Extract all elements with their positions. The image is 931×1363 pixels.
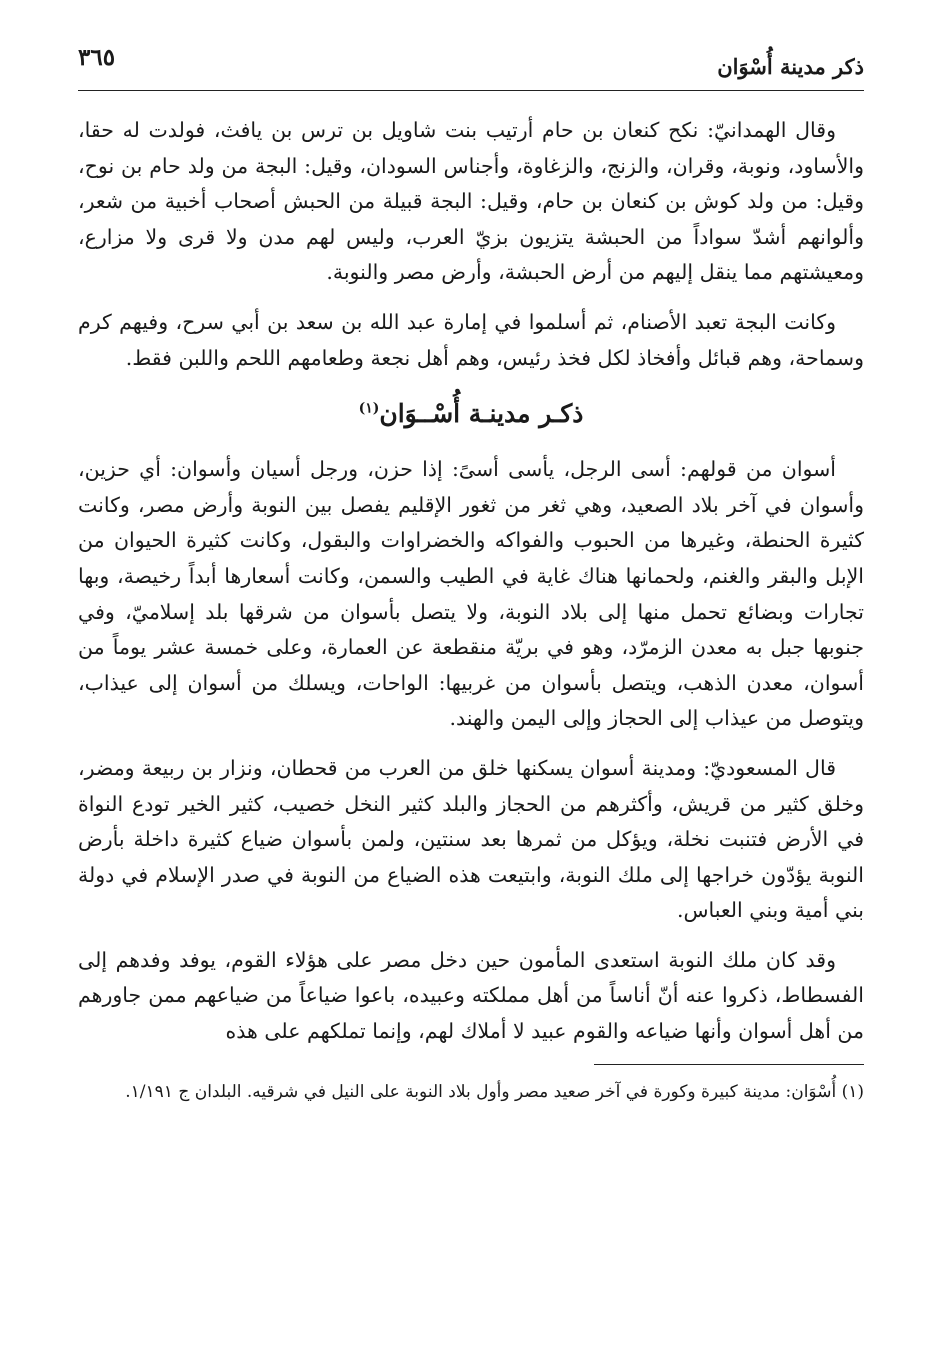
running-header [78,40,864,91]
paragraph-masudi: قال المسعوديّ: ومدينة أسوان يسكنها خلق من العرب من قحطان، ونزار بن ربيعة ومضر، وخلق كثير من قريش، وأكثرهم من الحجاز والبلد كثير النخل خصيب، كثير الخير تودع النواة في الأرض فتنبت نخلة، ويؤكل من ثمرها بعد سنتين، ولمن بأسوان ضياع كثيرة داخلة بأرض النوبة يؤدّون خراجها إلى ملك النوبة، وابتيعت هذه الضياع من النوبة في صدر الإسلام في دولة بني أمية وبني العباس. [78,755,864,923]
section-heading [78,390,864,438]
footnote: (١) أُسْوَان: مدينة كبيرة وكورة في آخر صعيد مصر وأول بلاد النوبة على النيل في شرقيه. البلدان ج ١/١٩١. [125,1081,864,1102]
footnote-reference[interactable]: (١) [358,400,380,417]
paragraph-aswan-description: أسوان من قولهم: أسى الرجل، يأسى أسىً: إذا حزن، ورجل أسيان وأسوان: أي حزين، وأسوان في آخر بلاد الصعيد، وهي ثغر من ثغور الإقليم يفصل بين النوبة وأرض مصر، وكانت كثيرة الحنطة، وغيرها من الحبوب والفواكه والخضراوات والبقول، وكانت كثيرة الحيوان من الإبل والبقر والغنم، ولحمانها هناك غاية في الطيب والسمن، وكانت أسعارها أبداً رخيصة، وبها تجارات وبضائع تحمل منها إلى بلاد النوبة، ولا يتصل بأسوان من شرقها بلد إسلاميّ، وفي جنوبها جبل به معدن الزمرّد، وهو في بريّة منقطعة عن العمارة، وعلى خمسة عشر يوماً من أسوان، معدن الذهب، ويتصل بأسوان من غربيها: الواحات، ويسلك من أسوان إلى عيذاب، ويتوصل من عيذاب إلى الحجاز وإلى اليمن والهند. [78,457,864,731]
section-heading-text: ذكـر مدينـة أُسْــوَان [379,399,584,429]
body-text [78,113,864,1050]
paragraph-beja-religion: وكانت البجة تعبد الأصنام، ثم أسلموا في إمارة عبد الله بن سعد بن أبي سرح، وفيهم كرم وسماحة، وهم قبائل وأفخاذ لكل فخذ رئيس، وهم أهل نجعة وطعامهم اللحم واللبن فقط. [78,309,864,370]
book-page [78,40,864,1340]
paragraph-nubia-king: وقد كان ملك النوبة استعدى المأمون حين دخل مصر على هؤلاء القوم، يوفد وفدهم إلى الفسطاط، ذكروا عنه أنّ أناساً من أهل مملكته وعبيده، باعوا ضياعاً من ضياعهم ممن جاورهم من أهل أسوان وأنها ضياعه والقوم عبيد لا أملاك لهم، وإنما تملكهم على هذه [78,947,864,1044]
running-title: ذكر مدينة أُسْوَان [717,54,864,79]
page-number: ٣٦٥ [78,44,116,71]
footnote-divider [594,1064,864,1065]
paragraph-hamdani: وقال الهمدانيّ: نكح كنعان بن حام أرتيب بنت شاويل بن ترس بن يافث، فولدت له حقا، والأساود، ونوبة، وقران، والزنج، والزغاوة، وأجناس السودان، وقيل: البجة من ولد حام بن نوح، وقيل: من ولد كوش بن كنعان بن حام، وقيل: البجة قبيلة من الحبش أصحاب أخبية من شعر، وألوانهم أشدّ سواداً من الحبشة يتزيون بزيّ العرب، وليس لهم مدن ولا قرى ولا مزارع، ومعيشتهم مما ينقل إليهم من أرض الحبشة، وأرض مصر والنوبة. [78,118,864,285]
